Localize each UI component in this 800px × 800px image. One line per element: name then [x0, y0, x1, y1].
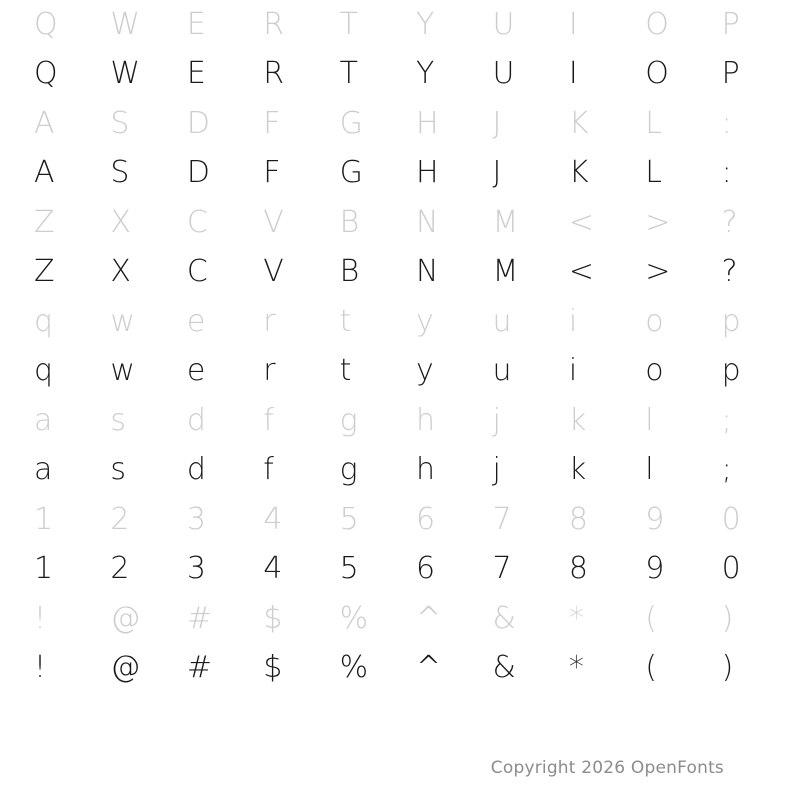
- glyph-cell: i: [568, 353, 578, 389]
- glyph-cell: ;: [721, 452, 732, 488]
- glyph-cell: d: [186, 402, 206, 438]
- glyph-cell: *: [568, 600, 584, 636]
- glyph-cell: 8: [568, 501, 588, 537]
- glyph-cell: ?: [721, 204, 738, 240]
- glyph-cell: !: [34, 650, 47, 686]
- glyph-cell: 2: [110, 551, 130, 587]
- glyph-cell: F: [263, 155, 281, 191]
- glyph-cell: D: [186, 155, 210, 191]
- glyph-cell: h: [416, 402, 436, 438]
- glyph-cell: Z: [34, 254, 55, 290]
- glyph-cell: #: [186, 650, 212, 686]
- glyph-cell: *: [568, 650, 584, 686]
- glyph-row: [18, 594, 782, 644]
- glyph-row: [18, 50, 782, 100]
- glyph-cell: %: [339, 650, 369, 686]
- glyph-cell: !: [34, 600, 47, 636]
- glyph-cell: 4: [263, 501, 283, 537]
- glyph-cell: S: [110, 105, 130, 141]
- glyph-cell: u: [492, 353, 512, 389]
- glyph-cell: T: [339, 56, 358, 92]
- glyph-cell: S: [110, 155, 130, 191]
- glyph-cell: 3: [186, 551, 206, 587]
- glyph-cell: k: [568, 402, 587, 438]
- glyph-cell: f: [263, 452, 274, 488]
- glyph-cell: r: [263, 353, 276, 389]
- glyph-cell: o: [645, 353, 664, 389]
- glyph-cell: B: [339, 254, 360, 290]
- glyph-cell: g: [339, 452, 358, 488]
- glyph-cell: 4: [263, 551, 283, 587]
- glyph-cell: u: [492, 303, 512, 339]
- glyph-cell: H: [416, 155, 439, 191]
- glyph-cell: l: [645, 452, 654, 488]
- glyph-row: [18, 149, 782, 199]
- glyph-cell: W: [110, 6, 141, 42]
- glyph-cell: t: [339, 303, 352, 339]
- glyph-cell: a: [34, 402, 53, 438]
- glyph-cell: 5: [339, 551, 359, 587]
- glyph-cell: e: [186, 353, 206, 389]
- glyph-cell: J: [492, 155, 502, 191]
- glyph-cell: r: [263, 303, 276, 339]
- glyph-cell: d: [186, 452, 206, 488]
- glyph-cell: W: [110, 56, 141, 92]
- glyph-cell: P: [721, 6, 740, 42]
- glyph-cell: 9: [645, 551, 665, 587]
- glyph-cell: ): [721, 600, 734, 636]
- glyph-row: [18, 198, 782, 248]
- glyph-cell: J: [492, 105, 502, 141]
- glyph-cell: k: [568, 452, 587, 488]
- glyph-cell: $: [263, 650, 283, 686]
- glyph-cell: M: [492, 204, 519, 240]
- glyph-row: [18, 99, 782, 149]
- glyph-cell: 7: [492, 551, 512, 587]
- glyph-cell: 7: [492, 501, 512, 537]
- glyph-cell: @: [110, 650, 141, 686]
- glyph-row: [18, 396, 782, 446]
- glyph-cell: Z: [34, 204, 55, 240]
- glyph-cell: V: [263, 254, 284, 290]
- copyright-notice: Copyright 2026 OpenFonts: [490, 758, 724, 778]
- glyph-cell: s: [110, 402, 127, 438]
- glyph-cell: L: [645, 155, 662, 191]
- glyph-cell: U: [492, 6, 515, 42]
- glyph-cell: D: [186, 105, 210, 141]
- glyph-row: [18, 0, 782, 50]
- glyph-cell: a: [34, 452, 53, 488]
- glyph-cell: @: [110, 600, 141, 636]
- glyph-cell: Y: [416, 6, 435, 42]
- glyph-cell: y: [416, 303, 434, 339]
- glyph-cell: N: [416, 254, 439, 290]
- glyph-cell: R: [263, 6, 285, 42]
- glyph-cell: :: [721, 105, 732, 141]
- glyph-cell: G: [339, 105, 363, 141]
- glyph-cell: ^: [416, 650, 442, 686]
- glyph-cell: G: [339, 155, 363, 191]
- glyph-cell: :: [721, 155, 732, 191]
- glyph-cell: Y: [416, 56, 435, 92]
- glyph-cell: p: [721, 303, 741, 339]
- glyph-cell: #: [186, 600, 212, 636]
- glyph-cell: 0: [721, 501, 741, 537]
- glyph-cell: 6: [416, 501, 436, 537]
- glyph-cell: $: [263, 600, 283, 636]
- glyph-cell: A: [34, 105, 55, 141]
- glyph-cell: &: [492, 600, 516, 636]
- glyph-cell: 1: [34, 501, 54, 537]
- glyph-cell: E: [186, 56, 206, 92]
- glyph-cell: C: [186, 204, 208, 240]
- glyph-cell: P: [721, 56, 740, 92]
- glyph-cell: y: [416, 353, 434, 389]
- glyph-cell: (: [645, 650, 657, 686]
- glyph-cell: 0: [721, 551, 741, 587]
- glyph-cell: ?: [721, 254, 738, 290]
- glyph-cell: L: [645, 105, 662, 141]
- glyph-cell: I: [568, 6, 578, 42]
- glyph-row: [18, 644, 782, 694]
- glyph-cell: f: [263, 402, 274, 438]
- glyph-cell: K: [568, 105, 589, 141]
- glyph-cell: H: [416, 105, 439, 141]
- glyph-cell: q: [34, 353, 54, 389]
- glyph-cell: j: [492, 402, 501, 438]
- glyph-cell: e: [186, 303, 206, 339]
- glyph-cell: T: [339, 6, 358, 42]
- glyph-cell: B: [339, 204, 360, 240]
- glyph-cell: Q: [34, 6, 58, 42]
- glyph-cell: w: [110, 303, 135, 339]
- glyph-cell: l: [645, 402, 654, 438]
- glyph-row: [18, 248, 782, 298]
- glyph-cell: p: [721, 353, 741, 389]
- glyph-cell: >: [645, 204, 671, 240]
- glyph-cell: <: [568, 204, 594, 240]
- glyph-cell: 2: [110, 501, 130, 537]
- glyph-row: [18, 545, 782, 595]
- glyph-cell: %: [339, 600, 369, 636]
- glyph-cell: N: [416, 204, 439, 240]
- glyph-row: [18, 495, 782, 545]
- glyph-cell: ;: [721, 402, 732, 438]
- glyph-cell: 6: [416, 551, 436, 587]
- glyph-cell: w: [110, 353, 135, 389]
- glyph-cell: 3: [186, 501, 206, 537]
- glyph-cell: &: [492, 650, 516, 686]
- glyph-cell: j: [492, 452, 501, 488]
- glyph-cell: F: [263, 105, 281, 141]
- glyph-row: [18, 446, 782, 496]
- glyph-cell: E: [186, 6, 206, 42]
- glyph-cell: O: [645, 56, 669, 92]
- glyph-cell: X: [110, 204, 131, 240]
- glyph-cell: o: [645, 303, 664, 339]
- glyph-cell: A: [34, 155, 55, 191]
- glyph-cell: q: [34, 303, 54, 339]
- glyph-cell: U: [492, 56, 515, 92]
- glyph-cell: 9: [645, 501, 665, 537]
- glyph-cell: I: [568, 56, 578, 92]
- glyph-cell: <: [568, 254, 594, 290]
- glyph-cell: Q: [34, 56, 58, 92]
- glyph-row: [18, 347, 782, 397]
- glyph-cell: 1: [34, 551, 54, 587]
- glyph-cell: i: [568, 303, 578, 339]
- glyph-cell: h: [416, 452, 436, 488]
- glyph-cell: R: [263, 56, 285, 92]
- glyph-cell: C: [186, 254, 208, 290]
- glyph-cell: s: [110, 452, 127, 488]
- glyph-row: [18, 297, 782, 347]
- glyph-cell: 8: [568, 551, 588, 587]
- glyph-cell: g: [339, 402, 358, 438]
- glyph-cell: (: [645, 600, 657, 636]
- glyph-cell: t: [339, 353, 352, 389]
- glyph-cell: O: [645, 6, 669, 42]
- glyph-cell: ): [721, 650, 734, 686]
- glyph-cell: >: [645, 254, 671, 290]
- glyph-cell: K: [568, 155, 589, 191]
- glyph-cell: M: [492, 254, 519, 290]
- glyph-cell: ^: [416, 600, 442, 636]
- glyph-cell: V: [263, 204, 284, 240]
- glyph-cell: X: [110, 254, 131, 290]
- glyph-cell: 5: [339, 501, 359, 537]
